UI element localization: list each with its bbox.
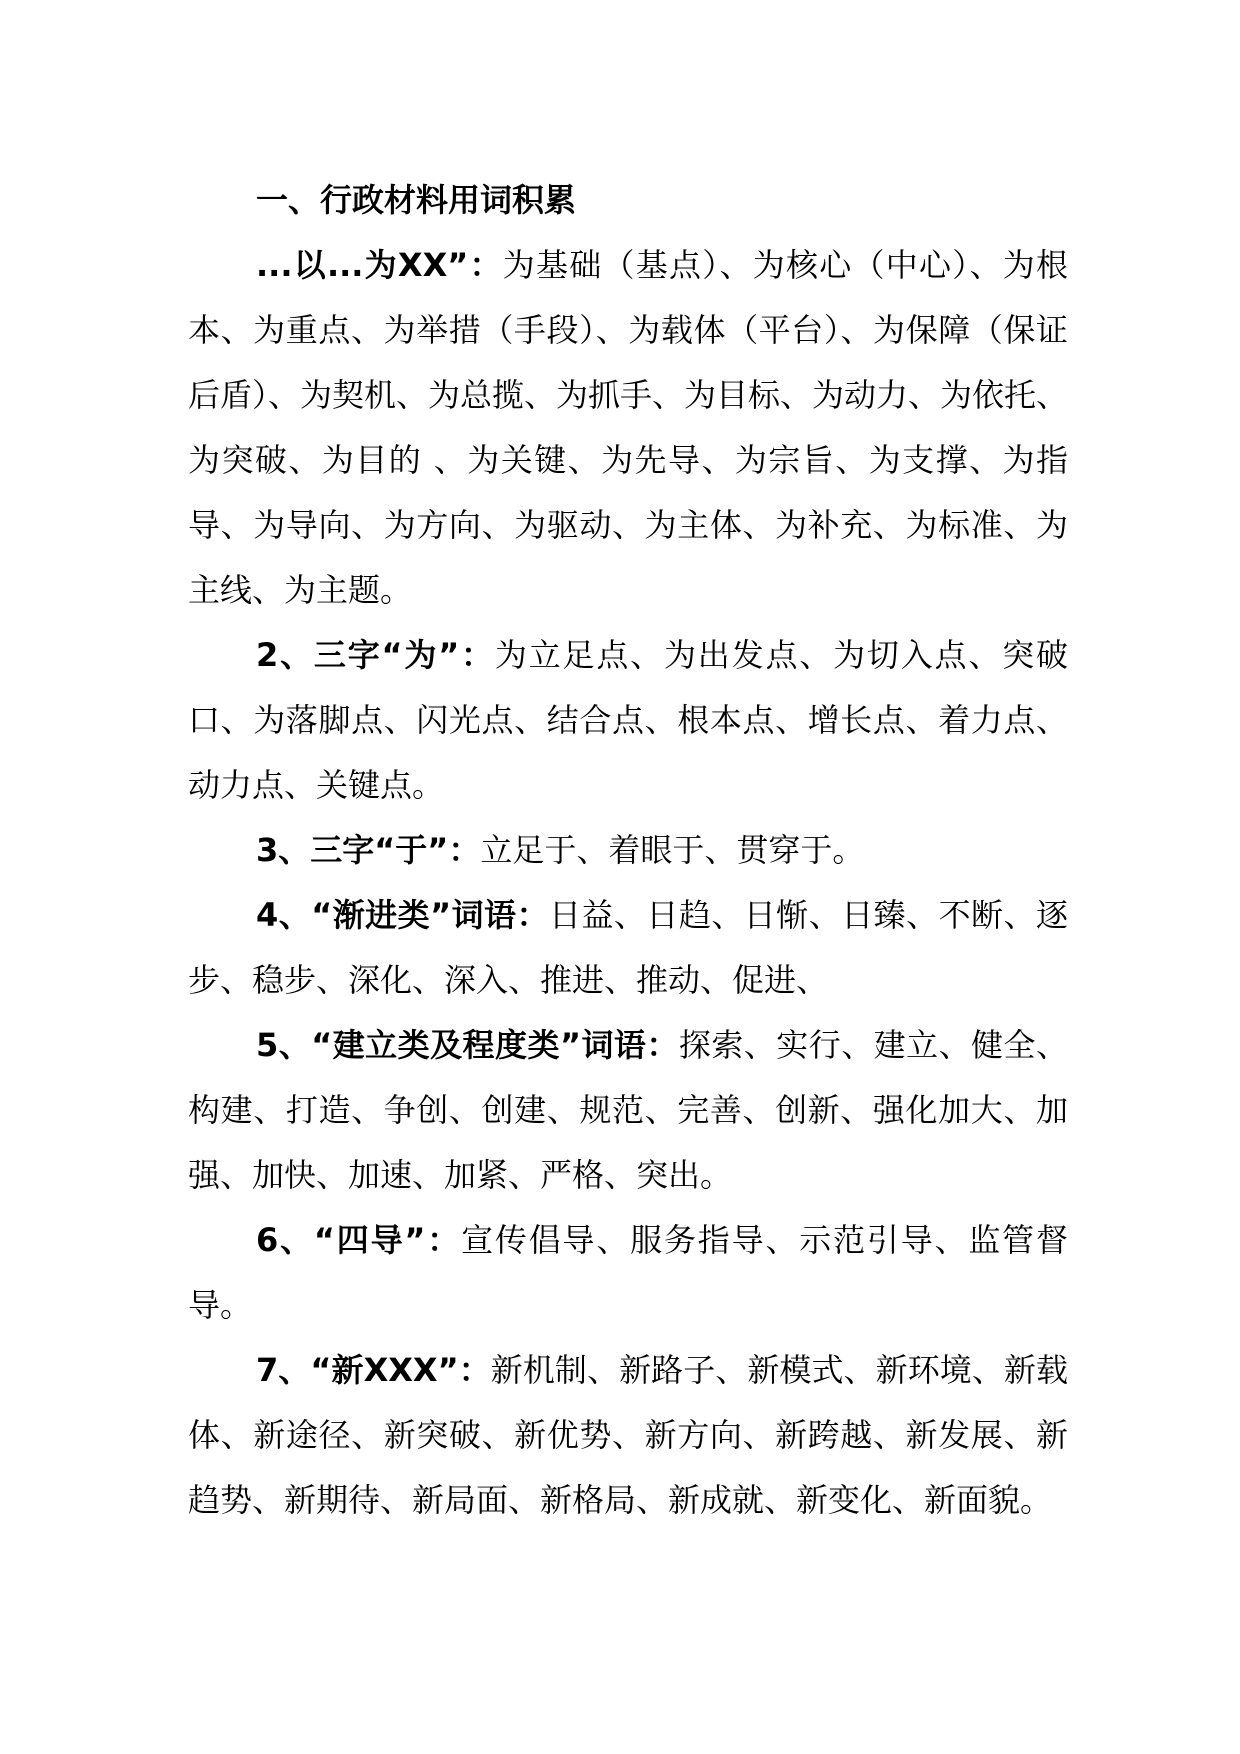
paragraph-text: 宣传倡导、服务指导、示范引导、监管督导。 xyxy=(188,1221,1068,1324)
paragraph-lead: 7、“新XXX”： xyxy=(256,1351,491,1389)
paragraph-2 xyxy=(188,623,1068,818)
paragraph-text: 探索、实行、建立、健全、构建、打造、争创、创建、规范、完善、创新、强化加大、加强、加快、加速、加紧、严格、突出。 xyxy=(188,1026,1068,1194)
paragraph-text: 新机制、新路子、新模式、新环境、新载体、新途径、新突破、新优势、新方向、新跨越、新发展、新趋势、新期待、新局面、新格局、新成就、新变化、新面貌。 xyxy=(188,1351,1068,1519)
paragraph-5 xyxy=(188,1013,1068,1208)
paragraph-7 xyxy=(188,1338,1068,1533)
paragraph-lead: 4、“渐进类”词语： xyxy=(256,896,549,934)
paragraph-lead: 6、“四导”： xyxy=(256,1221,462,1259)
paragraph-6 xyxy=(188,1208,1068,1338)
paragraph-text: 立足于、着眼于、贯穿于。 xyxy=(480,831,865,869)
paragraph-lead: 3、三字“于”： xyxy=(256,831,481,869)
document-body xyxy=(188,168,1068,1533)
paragraph-text: 为立足点、为出发点、为切入点、突破口、为落脚点、闪光点、结合点、根本点、增长点、着力点、动力点、关键点。 xyxy=(188,636,1068,804)
paragraph-text: 日益、日趋、日惭、日臻、不断、逐步、稳步、深化、深入、推进、推动、促进、 xyxy=(188,896,1068,999)
paragraph-lead: 5、“建立类及程度类”词语： xyxy=(256,1026,679,1064)
paragraph-3 xyxy=(188,818,1068,883)
paragraph-text: 为基础（基点）、为核心（中心）、为根本、为重点、为举措（手段）、为载体（平台）、为保障（保证后盾）、为契机、为总揽、为抓手、为目标、为动力、为依托、为突破、为目的 、为关键、为先导、为宗旨、为支撑、为指导、为导向、为方向、为驱动、为主体、为补充、为标准、为主线、为主题。 xyxy=(188,246,1069,609)
paragraph-lead: 2、三字“为”： xyxy=(256,636,495,674)
paragraph-1 xyxy=(188,233,1068,623)
section-heading: 一、行政材料用词积累 xyxy=(256,181,577,219)
paragraph-lead: ...以...为XX”： xyxy=(256,246,503,284)
paragraph-4 xyxy=(188,883,1068,1013)
